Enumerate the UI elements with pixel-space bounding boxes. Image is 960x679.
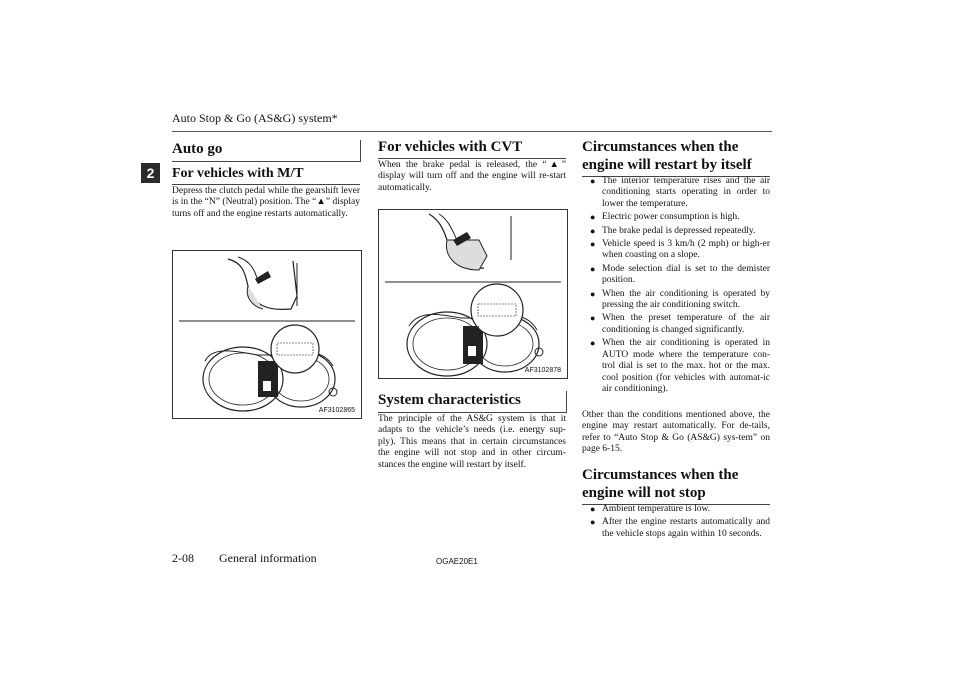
list-item	[590, 504, 770, 515]
paragraph-cvt: When the brake pedal is released, the “▲” display will turn off and the engine will re-start automatically.	[378, 160, 566, 193]
figure-cvt-brake-display	[378, 209, 568, 379]
heading-vehicles-mt: For vehicles with M/T	[172, 165, 360, 185]
bullet-icon: ●	[590, 239, 596, 250]
heading-auto-go: Auto go	[172, 140, 361, 162]
list-item-text: Ambient temperature is low.	[602, 504, 711, 514]
paragraph-system: The principle of the AS&G system is that it adapts to the vehicle’s needs (i.e. energy sup-ply). This means that in certain circumstances the engine will not stop and in other circum-stances the engine will restart by itself.	[378, 414, 566, 470]
list-item	[590, 176, 770, 210]
list-item	[590, 264, 770, 287]
not-stop-conditions-list	[590, 504, 770, 542]
figure-code: AF3102865	[318, 407, 355, 414]
list-item-text: When the air conditioning is operated in AUTO mode where the temperature con-trol dial is set to the max. hot or the max. cool position (for vehicles with automat-ic air conditioning).	[602, 338, 770, 394]
heading-vehicles-cvt: For vehicles with CVT	[378, 138, 566, 159]
footer-section: General information	[219, 551, 317, 565]
list-item	[590, 226, 770, 237]
list-item	[590, 517, 770, 540]
bullet-icon: ●	[590, 504, 596, 514]
bullet-icon: ●	[590, 225, 596, 236]
list-item	[590, 338, 770, 395]
running-header: Auto Stop & Go (AS&G) system*	[172, 111, 338, 125]
page-number: 2-08	[172, 551, 194, 565]
heading-system-characteristics: System characteristics	[378, 391, 567, 413]
list-item-text: Vehicle speed is 3 km/h (2 mph) or high-er when coasting on a slope.	[602, 239, 770, 261]
heading-engine-restart: Circumstances when the engine will restart by itself	[582, 138, 770, 177]
bullet-icon: ●	[590, 313, 596, 324]
bullet-icon: ●	[590, 176, 596, 186]
bullet-icon: ●	[590, 517, 596, 528]
list-item	[590, 313, 770, 336]
bullet-icon: ●	[590, 338, 596, 349]
bullet-icon: ●	[590, 263, 596, 274]
list-item	[590, 239, 770, 262]
list-item-text: When the air conditioning is operated by pressing the air conditioning switch.	[602, 288, 770, 311]
restart-conditions-list	[590, 176, 770, 397]
list-item	[590, 212, 770, 223]
header-divider	[172, 131, 772, 132]
heading-engine-not-stop: Circumstances when the engine will not stop	[582, 466, 770, 505]
paragraph-other-conditions: Other than the conditions mentioned above, the engine may restart automatically. For de-tails, refer to “Auto Stop & Go (AS&G) sys-tem” on page 6-15.	[582, 410, 770, 455]
paragraph-mt: Depress the clutch pedal while the gearshift lever is in the “N” (Neutral) position. The “▲” display turns off and the engine restarts automatically.	[172, 186, 360, 219]
cvt-illustration	[379, 210, 567, 378]
document-code: OGAE20E1	[436, 557, 478, 566]
list-item-text: The interior temperature rises and the air conditioning starts operating in order to lower the temperature.	[602, 176, 770, 209]
bullet-icon: ●	[590, 288, 596, 299]
list-item-text: Mode selection dial is set to the demister position.	[602, 263, 770, 286]
list-item-text: When the preset temperature of the air conditioning is changed significantly.	[602, 313, 770, 335]
figure-code: AF3102878	[524, 367, 561, 374]
list-item-text: Electric power consumption is high.	[602, 212, 740, 223]
mt-illustration	[173, 251, 361, 418]
chapter-tab: 2	[141, 163, 160, 183]
bullet-icon: ●	[590, 212, 596, 223]
list-item	[590, 289, 770, 312]
list-item-text: After the engine restarts automatically and the vehicle stops again within 10 seconds.	[602, 517, 770, 539]
list-item-text: The brake pedal is depressed repeatedly.	[602, 225, 756, 236]
figure-mt-clutch-display	[172, 250, 362, 419]
